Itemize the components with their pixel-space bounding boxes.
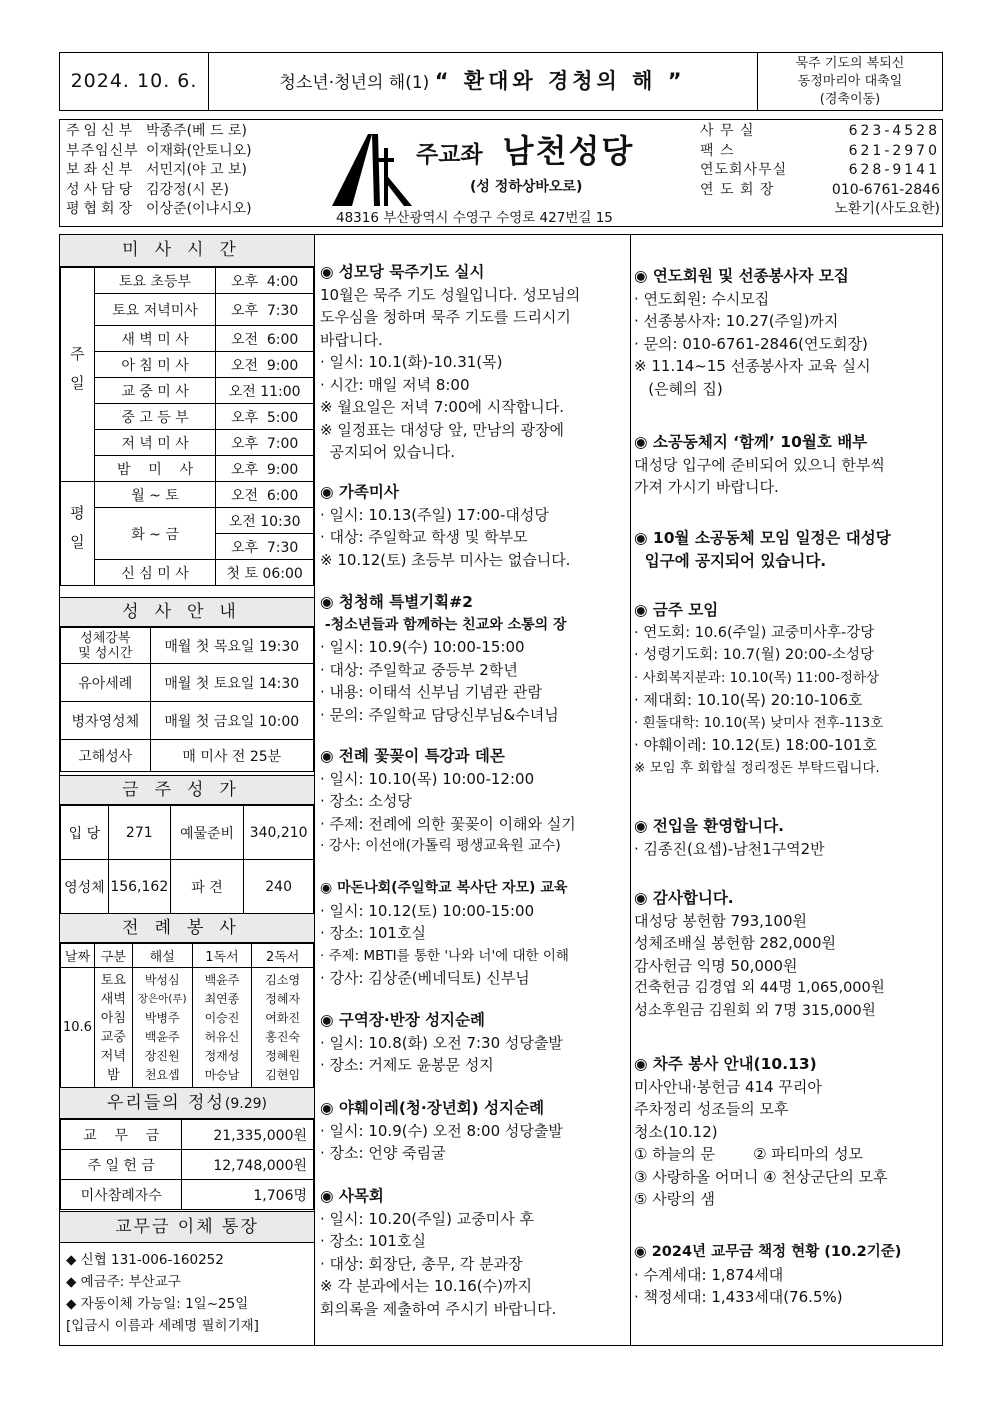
contact-row (700, 122, 940, 142)
notice-line: · 장소: 소성당 (320, 792, 412, 810)
notice-pilgrimage-youth (320, 1097, 563, 1165)
notice-line: 10월은 묵주 기도 성월입니다. 성모님의 (320, 285, 581, 304)
table-row (61, 1180, 314, 1210)
service-person: 김현임 (265, 1067, 301, 1082)
hymn-label: 예물준비 (170, 806, 244, 860)
mass-name: 화 ~ 금 (94, 508, 215, 560)
feast-line: 동정마리아 대축일 (797, 74, 903, 89)
hymn-label: 입 당 (61, 806, 109, 860)
account-line: ◆ 자동이체 가능일: 1일~25일 (66, 1296, 249, 1312)
hymn-number: 240 (244, 860, 314, 914)
table-row (61, 1150, 314, 1180)
middle-column (314, 235, 631, 1345)
notice-line: 성체조배실 봉헌함 282,000원 (634, 934, 836, 952)
church-patron: (성 정하상바오로) (470, 179, 583, 195)
contact-label: 연 도 회 장 (700, 181, 775, 198)
notice-next-week-service (634, 1053, 888, 1211)
notice-line: · 장소: 언양 죽림굴 (320, 1144, 446, 1162)
service-person: 박성심 (144, 972, 180, 987)
church-name (416, 126, 686, 172)
service-date: 10.6 (61, 968, 95, 1088)
commentators (132, 968, 192, 1088)
account-line: ◆ 예금주: 부산교구 (66, 1274, 181, 1290)
contact-row (700, 200, 940, 220)
offering-amount: 12,748,000원 (182, 1150, 314, 1180)
column-header: 날짜 (61, 944, 95, 968)
mass-name: 월 ~ 토 (94, 482, 215, 508)
staff-role: 주임신부 (66, 123, 137, 139)
mass-time: 오후 5:00 (216, 404, 314, 430)
contact-value: 628-9141 (848, 162, 940, 178)
staff-role: 보좌신부 (66, 162, 137, 178)
service-slot: 밤 (107, 1067, 120, 1083)
notice-line: · 일시: 10.1(화)-10.31(목) (320, 353, 503, 371)
mass-name: 아 침 미 사 (94, 352, 215, 378)
notice-line: ※ 11.14~15 선종봉사자 교육 실시 (634, 357, 871, 375)
table-row (61, 352, 314, 378)
hymn-label: 영성체 (61, 860, 109, 914)
notice-title: ◉ 전입을 환영합니다. (634, 817, 784, 835)
church-logo-icon (328, 128, 414, 208)
hymn-number: 340,210 (244, 806, 314, 860)
notice-title: ◉ 청청해 특별기획#2 (320, 593, 473, 611)
notice-title: ◉ 마돈나회(주일학교 복사단 자모) 교육 (320, 880, 568, 896)
notice-line: ※ 10.12(토) 초등부 미사는 없습니다. (320, 550, 571, 569)
notice-line: 공지되어 있습니다. (320, 443, 455, 461)
contact-label: 팩 스 (700, 142, 735, 159)
table-row (61, 268, 314, 294)
mass-name: 신 심 미 사 (94, 560, 215, 586)
table-row (61, 806, 314, 860)
service-slot: 새벽 (100, 991, 126, 1007)
mass-name: 저 녁 미 사 (94, 430, 215, 456)
notice-line: (은혜의 집) (634, 379, 723, 398)
notice-line: · 대상: 회장단, 총무, 각 분과장 (320, 1254, 523, 1273)
table-row (61, 508, 314, 534)
notice-line: · 장소: 101호실 (320, 1232, 426, 1250)
notice-line: 대성당 입구에 준비되어 있으니 한부씩 (634, 455, 885, 474)
notice-family-mass (320, 481, 570, 571)
notice-line: · 강사: 김상준(베네딕토) 신부님 (320, 969, 530, 987)
account-heading: 교무금 이체 통장 (60, 1211, 314, 1243)
notice-line: · 김종진(요셉)-남천1구역2반 (634, 839, 825, 858)
church-diocese: 주교좌 (416, 142, 483, 168)
service-person: 홍진숙 (265, 1029, 301, 1044)
hymn-number: 271 (108, 806, 170, 860)
service-heading: 전례봉사 (60, 913, 314, 943)
table-row (61, 664, 314, 702)
notice-line: · 일시: 10.13(주일) 17:00-대성당 (320, 505, 549, 524)
notice-line: · 연도회: 10.6(주일) 교중미사후-강당 (634, 624, 875, 641)
parish-info (59, 119, 943, 227)
notice-title: ◉ 소공동체지 ‘함께’ 10월호 배부 (634, 433, 868, 451)
hymn-heading: 금주성가 (60, 775, 314, 805)
mass-name: 토요 저녁미사 (94, 294, 215, 326)
notice-title: ◉ 가족미사 (320, 483, 399, 501)
notice-line: 성소후원금 김원회 외 7명 315,000원 (634, 1002, 876, 1019)
service-person: 정혜자 (265, 991, 301, 1006)
bulletin-date: 2024. 10. 6. (60, 53, 209, 110)
staff-person: 김강정(시 몬) (146, 181, 229, 198)
notice-title: ◉ 사목회 (320, 1187, 384, 1205)
mass-name: 교 중 미 사 (94, 378, 215, 404)
sunday-label: 주일 (61, 268, 95, 482)
notice-madonna (320, 877, 569, 990)
table-row (61, 968, 314, 1088)
right-column (630, 235, 942, 1345)
sacrament-name: 병자영성체 (61, 702, 151, 740)
church-title: 남천성당 (502, 132, 635, 170)
notice-title: ◉ 10월 소공동체 모임 일정은 대성당 (634, 529, 891, 547)
service-slot: 토요 (100, 972, 126, 988)
mass-time: 오전 11:00 (216, 378, 314, 404)
notice-line: · 장소: 101호실 (320, 924, 426, 942)
first-readers (192, 968, 252, 1088)
notice-line: ※ 일정표는 대성당 앞, 만남의 광장에 (320, 420, 565, 439)
bulletin-theme (208, 53, 758, 110)
feast-line: (경축이동) (819, 92, 881, 107)
notice-line: · 일시: 10.9(수) 10:00-15:00 (320, 638, 525, 656)
table-row (61, 1120, 314, 1150)
account-line: ◆ 신협 131-006-160252 (66, 1252, 224, 1268)
staff-person: 이상준(이냐시오) (146, 201, 252, 217)
service-slot: 저녁 (100, 1048, 126, 1064)
notice-line: · 일시: 10.9(수) 오전 8:00 성당출발 (320, 1121, 563, 1140)
notice-line: 가져 가시기 바랍니다. (634, 478, 779, 496)
service-table (60, 943, 314, 1088)
service-person: 김소영 (265, 972, 301, 987)
service-slot: 아침 (100, 1010, 126, 1026)
notice-line: · 내용: 이태석 신부님 기념관 관람 (320, 683, 543, 701)
table-row (61, 740, 314, 772)
offering-amount: 1,706명 (182, 1180, 314, 1210)
contact-label: 연도회사무실 (700, 162, 788, 178)
staff-person: 박종주(베 드 로) (146, 123, 247, 139)
notice-line: ③ 사랑하올 어머니 ④ 천상군단의 모후 (634, 1167, 888, 1186)
mass-time: 오후 9:00 (216, 456, 314, 482)
notice-rosary (320, 261, 580, 464)
notice-title: ◉ 2024년 교무금 책정 현황 (10.2기준) (634, 1244, 902, 1260)
notice-line: 주차정리 성조들의 모후 (634, 1100, 789, 1118)
notice-title: ◉ 전례 꽃꽂이 특강과 데몬 (320, 747, 505, 765)
mass-name: 중 고 등 부 (94, 404, 215, 430)
column-header: 1독서 (192, 944, 252, 968)
service-person: 정혜원 (265, 1048, 301, 1063)
notice-thanks (634, 887, 885, 1022)
notice-line: · 연도회원: 수시모집 (634, 289, 770, 308)
service-person: 장진원 (144, 1048, 180, 1063)
notice-title: ◉ 차주 봉사 안내(10.13) (634, 1055, 817, 1073)
mass-name: 토요 초등부 (94, 268, 215, 294)
offering-label: 미사참례자수 (61, 1180, 182, 1210)
notice-line: 회의록을 제출하여 주시기 바랍니다. (320, 1299, 557, 1318)
notice-line: · 일시: 10.12(토) 10:00-15:00 (320, 901, 535, 920)
staff-role: 평협회장 (66, 201, 137, 217)
table-row (61, 560, 314, 586)
sacrament-name: 성체강복 및 성시간 (61, 628, 151, 664)
notice-title: ◉ 성모당 묵주기도 실시 (320, 263, 485, 281)
sacrament-time: 매월 첫 금요일 10:00 (150, 702, 313, 740)
notice-line: ① 하늘의 문 ② 파티마의 성모 (634, 1145, 864, 1163)
service-person: 백윤주 (144, 1029, 180, 1044)
hymn-table (60, 805, 314, 914)
notice-line: · 야훼이레: 10.12(토) 18:00-101호 (634, 736, 877, 754)
notice-line: · 성령기도회: 10.7(월) 20:00-소성당 (634, 647, 875, 663)
notice-volunteers (634, 265, 871, 400)
account-info (66, 1249, 259, 1337)
column-header: 구분 (94, 944, 132, 968)
notice-line: · 일시: 10.20(주일) 교중미사 후 (320, 1209, 534, 1228)
offering-date: (9.29) (224, 1096, 268, 1112)
notice-line: · 일시: 10.10(목) 10:00-12:00 (320, 769, 535, 788)
service-person: 장은아(루) (137, 992, 187, 1005)
offering-title: 우리들의 정성 (106, 1093, 225, 1113)
notice-pastoral-council (320, 1185, 556, 1320)
notice-line: · 일시: 10.8(화) 오전 7:30 성당출발 (320, 1033, 563, 1052)
mass-time: 오전 10:30 (216, 508, 314, 534)
notice-line: · 강사: 이선애(가톨릭 평생교육원 교수) (320, 838, 561, 854)
offering-label: 교 무 금 (61, 1120, 182, 1150)
notice-line: ※ 모임 후 회합실 정리정돈 부탁드립니다. (634, 759, 880, 776)
mass-time: 오후 7:30 (216, 294, 314, 326)
notice-line: · 대상: 주일학교 중등부 2학년 (320, 660, 518, 679)
contact-value: 623-4528 (848, 123, 940, 139)
notice-line: · 제대회: 10.10(목) 20:10-106호 (634, 691, 863, 709)
hymn-number: 156,162 (108, 860, 170, 914)
service-person: 이승진 (204, 1010, 240, 1025)
notice-line: 감사헌금 익명 50,000원 (634, 956, 798, 975)
notice-line: · 장소: 거제도 윤봉문 성지 (320, 1056, 494, 1074)
table-row (61, 456, 314, 482)
contact-row (700, 142, 940, 162)
service-person: 최연종 (204, 991, 240, 1006)
notice-pilgrimage-leaders (320, 1009, 563, 1077)
sacrament-heading: 성사안내 (60, 597, 314, 627)
notice-line: · 흰돌대학: 10.10(목) 낮미사 전후-113호 (634, 714, 884, 731)
service-person: 천요셉 (144, 1067, 180, 1082)
notice-title: ◉ 야훼이레(청·장년회) 성지순례 (320, 1099, 545, 1117)
notice-line: ※ 월요일은 저녁 7:00에 시작합니다. (320, 398, 564, 416)
sacrament-time: 매 미사 전 25분 (150, 740, 313, 772)
contact-row (700, 161, 940, 181)
theme-prefix: 청소년·청년의 해(1) (279, 73, 430, 93)
sacrament-table (60, 627, 314, 772)
feast-name (758, 53, 942, 110)
mass-times-table (60, 267, 314, 586)
contact-label: 사 무 실 (700, 123, 755, 139)
mass-time: 오전 9:00 (216, 352, 314, 378)
offering-heading (60, 1087, 314, 1119)
header-bar (59, 52, 943, 111)
notice-line: · 선종봉사자: 10.27(주일)까지 (634, 312, 839, 330)
staff-role: 부주임신부 (66, 142, 139, 159)
notice-line: ※ 각 분과에서는 10.16(수)까지 (320, 1277, 532, 1295)
service-person: 백윤주 (204, 972, 240, 987)
left-column (60, 235, 315, 1345)
mass-name: 밤 미 사 (94, 456, 215, 482)
notice-magazine (634, 431, 885, 499)
column-header: 2독서 (252, 944, 314, 968)
sacrament-time: 매월 첫 토요일 14:30 (150, 664, 313, 702)
service-person: 허유신 (204, 1029, 240, 1044)
column-header: 해설 (132, 944, 192, 968)
offering-amount: 21,335,000원 (182, 1120, 314, 1150)
service-person: 마승남 (204, 1067, 240, 1082)
table-row (61, 378, 314, 404)
notice-title: ◉ 구역장·반장 성지순례 (320, 1011, 485, 1029)
notice-line: 입구에 공지되어 있습니다. (634, 551, 827, 570)
notice-line: · 수계세대: 1,874세대 (634, 1265, 784, 1284)
contact-list (700, 122, 940, 220)
mass-time: 오후 7:00 (216, 430, 314, 456)
notice-line: 도우심을 청하며 묵주 기도를 드리시기 (320, 308, 571, 326)
service-person: 박병주 (144, 1010, 180, 1025)
table-row (61, 326, 314, 352)
service-slot: 교중 (100, 1029, 126, 1045)
weekday-label: 평일 (61, 482, 95, 586)
notice-line: · 주제: 전례에 의한 꽃꽂이 이해와 실기 (320, 814, 576, 833)
notice-title: ◉ 감사합니다. (634, 889, 734, 907)
notice-line: 청소(10.12) (634, 1122, 718, 1141)
mass-time: 오후 4:00 (216, 268, 314, 294)
notice-line: · 대상: 주일학교 학생 및 학부모 (320, 528, 528, 546)
service-slots (94, 968, 132, 1088)
table-row (61, 628, 314, 664)
sacrament-time: 매월 첫 목요일 19:30 (150, 628, 313, 664)
contact-value: 노환기(사도요한) (834, 201, 940, 217)
notice-line: · 주제: MBTI를 통한 '나와 너'에 대한 이해 (320, 947, 569, 964)
notice-line: · 책정세대: 1,433세대(76.5%) (634, 1288, 843, 1306)
notice-line: · 시간: 매일 저녁 8:00 (320, 375, 470, 394)
service-person: 여화진 (265, 1010, 301, 1025)
notice-line: · 사회복지분과: 10.10(목) 11:00-정하상 (634, 669, 880, 686)
contact-row (700, 181, 940, 201)
notice-flower-lecture (320, 745, 576, 858)
table-row (61, 430, 314, 456)
notice-line: 건축헌금 김경엽 외 44명 1,065,000원 (634, 980, 885, 996)
mass-times-heading: 미사시간 (60, 235, 314, 267)
table-row (61, 404, 314, 430)
notice-tithe-status (634, 1241, 901, 1309)
mass-time: 오전 6:00 (216, 326, 314, 352)
staff-person: 이재화(안토니오) (146, 142, 252, 159)
table-row (61, 482, 314, 508)
staff-person: 서민지(야 고 보) (146, 162, 247, 178)
table-row (61, 944, 314, 968)
contact-value: 621-2970 (848, 142, 940, 159)
table-row (61, 702, 314, 740)
notice-title: ◉ 연도회원 및 선종봉사자 모집 (634, 267, 849, 285)
notice-line: · 문의: 010-6761-2846(연도회장) (634, 334, 868, 353)
notice-youth-program (320, 591, 567, 726)
table-row (61, 294, 314, 326)
notice-meetings (634, 599, 883, 779)
mass-time: 첫 토 06:00 (216, 560, 314, 586)
hymn-label: 파 견 (170, 860, 244, 914)
offering-table (60, 1119, 314, 1210)
notice-line: 미사안내·봉헌금 414 꾸리아 (634, 1077, 822, 1096)
mass-time: 오전 6:00 (216, 482, 314, 508)
bulletin-body (59, 234, 943, 1346)
staff-role: 성사담당 (66, 181, 137, 198)
contact-value: 010-6761-2846 (831, 181, 940, 198)
table-row (61, 860, 314, 914)
notice-welcome (634, 815, 825, 860)
notice-line: 대성당 봉헌함 793,100원 (634, 911, 807, 930)
sacrament-name: 유아세례 (61, 664, 151, 702)
mass-name: 새 벽 미 사 (94, 326, 215, 352)
service-person: 정재성 (204, 1048, 240, 1063)
church-address: 48316 부산광역시 수영구 수영로 427번길 15 (336, 210, 613, 226)
notice-line: 바랍니다. (320, 330, 383, 349)
notice-community-schedule (634, 527, 891, 572)
theme-title: “ 환대와 경청의 해 ” (434, 69, 686, 93)
mass-time: 오후 7:30 (216, 534, 314, 560)
notice-line: · 문의: 주일학교 담당신부님&수녀님 (320, 705, 559, 724)
second-readers (252, 968, 314, 1088)
notice-line: -청소년들과 함께하는 친교와 소통의 장 (320, 616, 567, 633)
sacrament-name: 고해성사 (61, 740, 151, 772)
account-line: [입금시 이름과 세례명 필히기재] (66, 1318, 259, 1334)
feast-line: 묵주 기도의 복되신 (795, 56, 905, 71)
offering-label: 주 일 헌 금 (61, 1150, 182, 1180)
notice-line: ⑤ 사랑의 샘 (634, 1190, 715, 1208)
notice-title: ◉ 금주 모임 (634, 601, 719, 619)
